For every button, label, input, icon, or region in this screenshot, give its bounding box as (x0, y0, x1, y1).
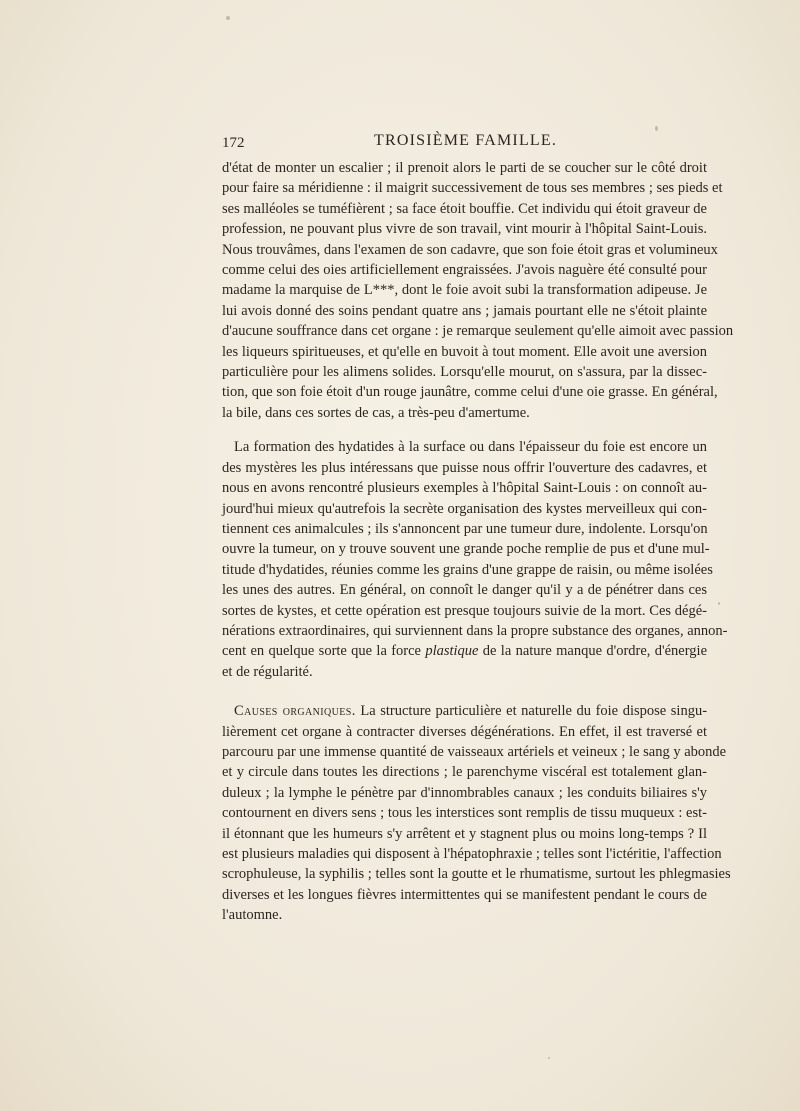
text-line: des mystères les plus intéressans que puisse nous offrir l'ouverture des cadavres, et (222, 459, 707, 476)
text-line: diverses et les longues fièvres intermittentes qui se manifestent pendant le cours de (222, 886, 707, 903)
text-line: ses malléoles se tuméfièrent ; sa face étoit bouffie. Cet individu qui étoit graveur de (222, 200, 707, 217)
paragraph (222, 158, 734, 423)
text-line: particulière pour les alimens solides. Lorsqu'elle mourut, on s'assura, par la dissec- (222, 364, 707, 381)
page-number: 172 (222, 135, 245, 151)
paragraph (222, 701, 731, 925)
running-head: TROISIÈME FAMILLE. (374, 132, 558, 149)
text-line: sortes de kystes, et cette opération est presque toujours suivie de la mort. Ces dégé- (222, 602, 707, 619)
text-line: contournent en divers sens ; tous les interstices sont remplis de tissu muqueux : est- (222, 805, 707, 822)
text-line: les unes des autres. En général, on connoît le danger qu'il y a de pénétrer dans ces (222, 582, 707, 599)
text-line: jourd'hui mieux qu'autrefois la secrète organisation des kystes merveilleux qui con- (222, 500, 707, 517)
heading-line-text: La structure particulière et naturelle du foie dispose singu- (360, 703, 708, 720)
text-line: d'aucune souffrance dans cet organe : je remarque seulement qu'elle aimoit avec passion (222, 323, 734, 340)
text-line: tiennent ces animalcules ; ils s'annoncent par une tumeur dure, indolente. Lorsqu'on (222, 520, 708, 537)
text-line: tion, que son foie étoit d'un rouge jaunâtre, comme celui d'une oie grasse. En général, (222, 384, 718, 401)
text-line: lui avois donné des soins pendant quatre ans ; jamais pourtant elle ne s'étoit plainte (222, 302, 707, 319)
text-line: les liqueurs spiritueuses, et qu'elle en buvoit à tout moment. Elle avoit une aversion (222, 343, 707, 360)
text-line: scrophuleuse, la syphilis ; telles sont la goutte et le rhumatisme, surtout les phlegmasies (222, 866, 731, 883)
text-line: madame la marquise de L***, dont le foie avoit subi la transformation adipeuse. Je (222, 282, 707, 299)
text-line: Nous trouvâmes, dans l'examen de son cadavre, que son foie étoit gras et volumineux (222, 241, 718, 258)
text-line: parcouru par une immense quantité de vaisseaux artériels et veineux ; le sang y abonde (222, 743, 727, 760)
text-line: profession, ne pouvant plus vivre de son travail, vint mourir à l'hôpital Saint-Louis. (222, 221, 707, 238)
paragraph-gap (222, 682, 707, 701)
text-line: ouvre la tumeur, on y trouve souvent une grande poche remplie de pus et d'une mul- (222, 541, 710, 558)
text-line: pour faire sa méridienne : il maigrit successivement de tous ses membres ; ses pieds et (222, 180, 723, 197)
text-line: titude d'hydatides, réunies comme les grains d'une grappe de raisin, ou même isolées (222, 561, 713, 578)
text-line: nous en avons rencontré plusieurs exemples à l'hôpital Saint-Louis : on connoît au- (222, 480, 707, 497)
text-line: et de régularité. (222, 663, 313, 680)
text-line: il étonnant que les humeurs s'y arrêtent et y stagnent plus ou moins long-temps ? Il (222, 825, 707, 842)
page-speck (226, 16, 230, 20)
text-line: comme celui des oies artificiellement engraissées. J'avois naguère été consulté pour (222, 262, 707, 279)
text-line: La formation des hydatides à la surface ou dans l'épaisseur du foie est encore un (234, 439, 707, 456)
page-speck (655, 126, 658, 131)
body-text (222, 158, 734, 926)
text-line: la bile, dans ces sortes de cas, a très-peu d'amertume. (222, 404, 530, 421)
text-line: nérations extraordinaires, qui surviennent dans la propre substance des organes, annon- (222, 622, 728, 639)
section-heading: Causes organiques. (234, 703, 356, 720)
page-speck (718, 602, 720, 605)
text-line: l'automne. (222, 907, 283, 924)
text-line: lièrement cet organe à contracter diverses dégénérations. En effet, il est traversé et (222, 723, 707, 740)
text-line (222, 701, 707, 721)
paragraph (222, 437, 728, 682)
page-header (222, 132, 707, 154)
italic-word: plastique (425, 643, 479, 660)
text-line: est plusieurs maladies qui disposent à l'hépatophraxie ; telles sont l'ictéritie, l'affection (222, 846, 722, 862)
paragraph-gap (222, 423, 707, 437)
page-speck (548, 1057, 550, 1059)
text-line: et y circule dans toutes les directions ; le parenchyme viscéral est totalement glan- (222, 764, 707, 781)
text-line: duleux ; la lymphe le pénètre par d'innombrables canaux ; les conduits biliaires s'y (222, 784, 707, 801)
text-line: d'état de monter un escalier ; il prenoit alors le parti de se coucher sur le côté droit (222, 160, 707, 176)
text-line: cent en quelque sorte que la force plastique de la nature manque d'ordre, d'énergie (222, 643, 707, 660)
